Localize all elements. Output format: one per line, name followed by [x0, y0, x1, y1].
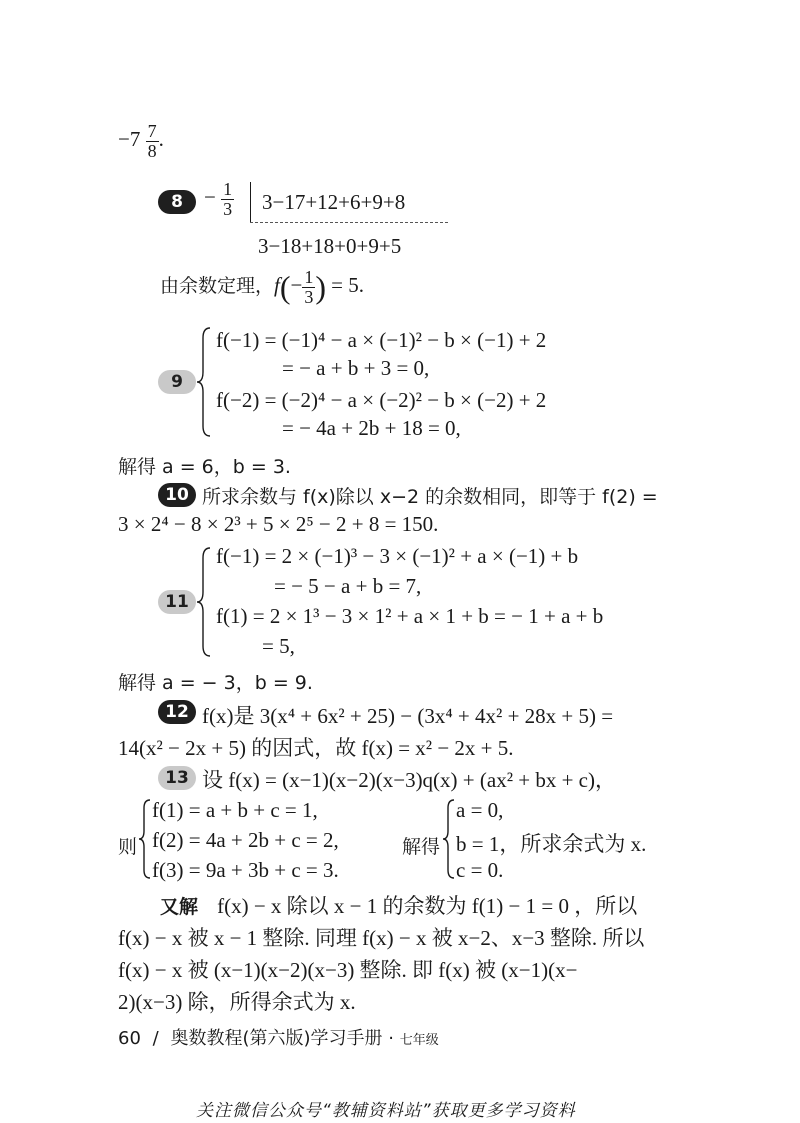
problem-8-remainder-denominator: 3 — [304, 286, 314, 307]
problem-13-system2-line-2: b = 1，所求余式为 x. — [456, 832, 647, 856]
problem-11-brace — [196, 546, 212, 658]
problem-9-solution: 解得 a = 6，b = 3. — [118, 456, 291, 478]
problem-13-system1-line-2: f(2) = 4a + 2b + c = 2, — [152, 828, 339, 852]
problem-9-badge: 9 — [158, 370, 196, 394]
problem-8-divisor-fraction — [221, 180, 234, 219]
problem-13-alt-line-1: f(x) − x 除以 x − 1 的余数为 f(1) − 1 = 0 ，所以 — [217, 894, 638, 918]
right-paren: ) — [315, 268, 327, 305]
footer-dot: · — [388, 1028, 394, 1049]
problem-9-line-4: = − 4a + 2b + 18 = 0, — [282, 416, 461, 440]
problem-11-line-2: = − 5 − a + b = 7, — [274, 574, 422, 598]
problem-8-row1: 3−17+12+6+9+8 — [262, 190, 406, 214]
problem-8-divisor-numerator: 1 — [223, 179, 233, 199]
problem-12-badge: 12 — [158, 700, 196, 724]
problem-10-line-1: 所求余数与 f(x)除以 x−2 的余数相同，即等于 f(2) = — [202, 486, 658, 508]
problem-8-remainder-fraction — [302, 268, 315, 307]
problem-11-line-3: f(1) = 2 × 1³ − 3 × 1² + a × 1 + b = − 1 + a + b — [216, 604, 604, 628]
top-answer — [118, 122, 164, 161]
problem-8-row2: 3−18+18+0+9+5 — [258, 234, 402, 258]
problem-8-remainder-sign: − — [290, 272, 303, 297]
problem-8-remainder — [160, 268, 364, 307]
page-number: 60 — [118, 1028, 141, 1049]
problem-8-remainder-lead: 由余数定理， — [160, 274, 275, 297]
footer-separator: / — [152, 1028, 159, 1049]
problem-11-badge: 11 — [158, 590, 196, 614]
problem-8-remainder-tail: = 5. — [331, 272, 364, 297]
problem-13-system2-line-3: c = 0. — [456, 858, 504, 882]
problem-13-alt-line-4: 2)(x−3) 除，所得余式为 x. — [118, 990, 356, 1014]
problem-13-system1-line-1: f(1) = a + b + c = 1, — [152, 798, 318, 822]
problem-8-divisor-denominator: 3 — [223, 198, 233, 219]
problem-13-brace-1 — [138, 798, 152, 880]
problem-8-remainder-f: f — [274, 272, 280, 297]
problem-13-line-1: 设 f(x) = (x−1)(x−2)(x−3)q(x) + (ax² + bx + c)， — [202, 768, 617, 792]
problem-8-divisor — [204, 180, 234, 219]
top-answer-fraction — [146, 122, 159, 161]
problem-11-solution: 解得 a = − 3，b = 9. — [118, 672, 313, 694]
top-answer-numerator: 7 — [147, 121, 157, 141]
left-paren: ( — [279, 268, 291, 305]
problem-13-system1-line-3: f(3) = 9a + 3b + c = 3. — [152, 858, 339, 882]
problem-10-line-2: 3 × 2⁴ − 8 × 2³ + 5 × 2⁵ − 2 + 8 = 150. — [118, 512, 439, 536]
problem-13-alt-line-3: f(x) − x 被 (x−1)(x−2)(x−3) 整除. 即 f(x) 被 (x−1)(x− — [118, 958, 578, 982]
grade-label: 七年级 — [399, 1033, 439, 1048]
problem-8-badge: 8 — [158, 190, 196, 214]
problem-9-line-3: f(−2) = (−2)⁴ − a × (−2)² − b × (−2) + 2 — [216, 388, 547, 412]
synthetic-division-rule — [250, 222, 448, 223]
top-answer-denominator: 8 — [147, 140, 157, 161]
problem-10-badge: 10 — [158, 483, 196, 507]
problem-13-badge: 13 — [158, 766, 196, 790]
problem-11-line-4: = 5, — [262, 634, 295, 658]
problem-9-line-1: f(−1) = (−1)⁴ − a × (−1)² − b × (−1) + 2 — [216, 328, 547, 352]
problem-13-brace-2 — [442, 798, 456, 880]
problem-13-alt-label: 又解 — [160, 896, 199, 918]
book-title: 奥数教程(第六版)学习手册 — [170, 1028, 383, 1049]
synthetic-division-bar — [250, 182, 251, 222]
problem-8-remainder-numerator: 1 — [304, 267, 314, 287]
problem-13-alt-line-2: f(x) − x 被 x − 1 整除. 同理 f(x) − x 被 x−2、x−3 整除. 所以 — [118, 926, 645, 950]
problem-13-solve-label: 解得 — [402, 836, 441, 858]
problem-8-divisor-sign: − — [204, 185, 216, 210]
problem-9-brace — [196, 326, 212, 438]
problem-9-line-2: = − a + b + 3 = 0, — [282, 356, 430, 380]
top-answer-tail: . — [158, 127, 164, 152]
problem-13-then-label: 则 — [118, 836, 138, 858]
problem-13-alt-line-1-row — [160, 890, 637, 920]
top-answer-whole: −7 — [118, 127, 141, 152]
problem-12-line-2: 14(x² − 2x + 5) 的因式，故 f(x) = x² − 2x + 5. — [118, 736, 514, 760]
watermark-text: 关注微信公众号“教辅资料站”获取更多学习资料 — [196, 1101, 576, 1121]
problem-12-line-1: f(x)是 3(x⁴ + 6x² + 25) − (3x⁴ + 4x² + 28x + 5) = — [202, 704, 614, 728]
page-footer — [118, 1024, 439, 1050]
problem-11-line-1: f(−1) = 2 × (−1)³ − 3 × (−1)² + a × (−1) + b — [216, 544, 579, 568]
problem-13-system2-line-1: a = 0, — [456, 798, 504, 822]
